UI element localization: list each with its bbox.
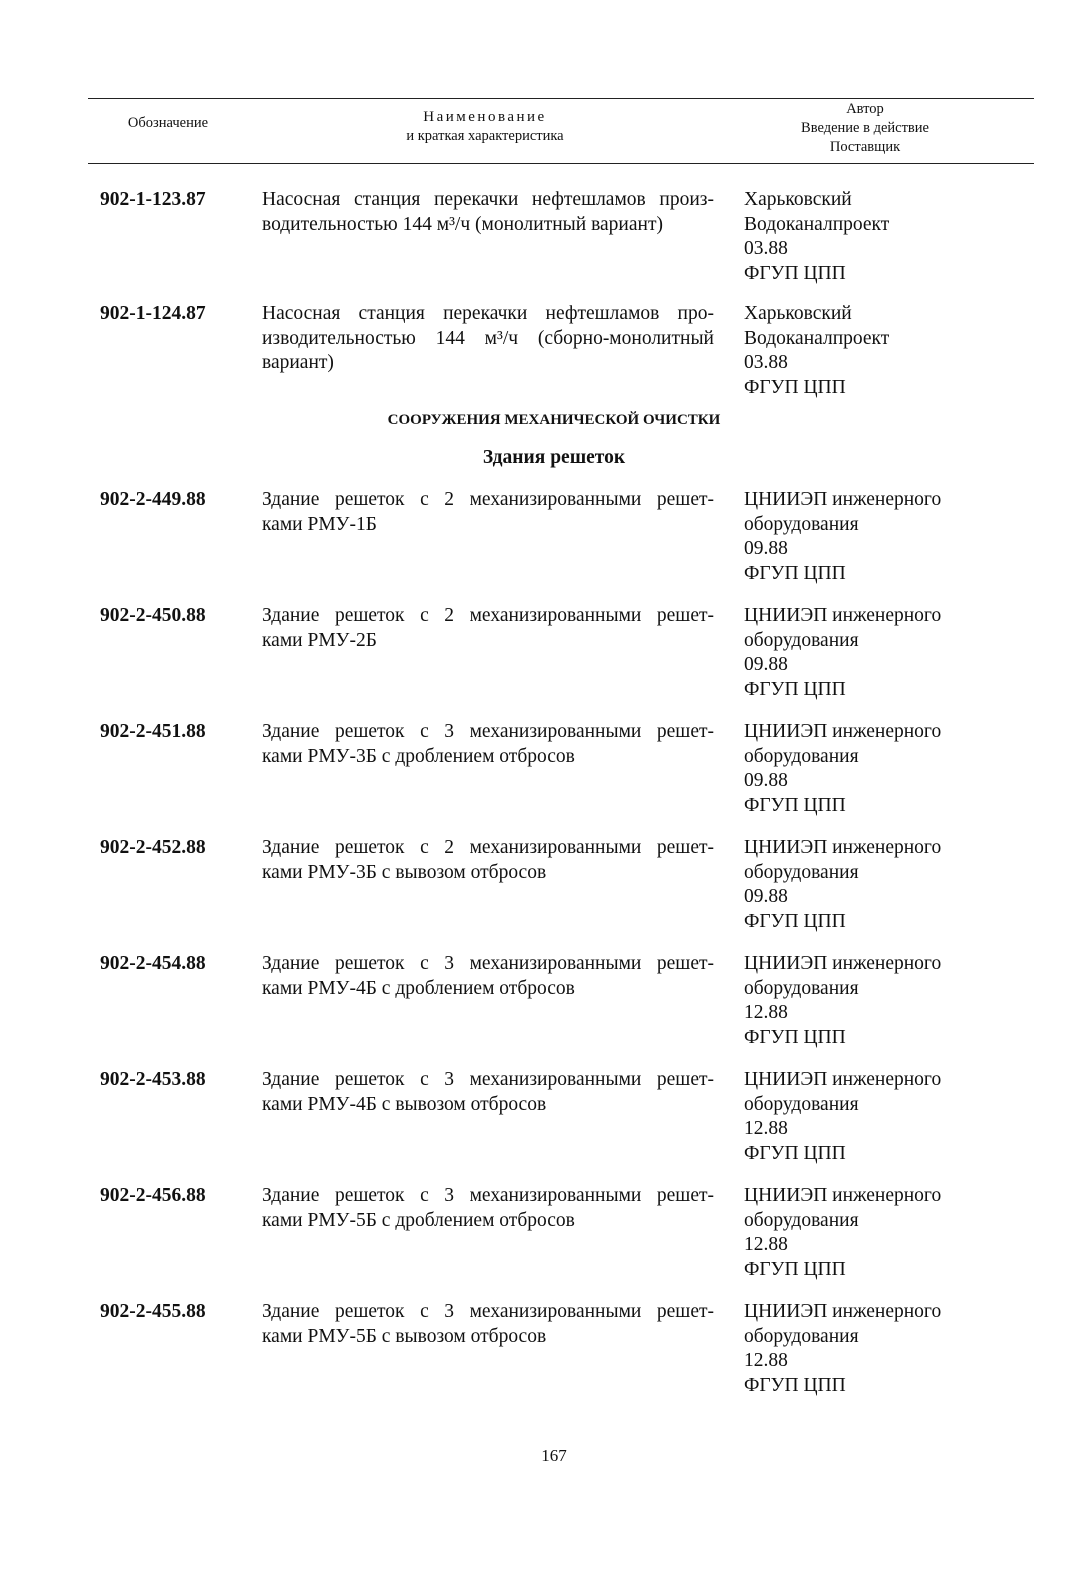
entry-title	[262, 604, 714, 653]
entry-date: 12.88	[744, 1350, 788, 1371]
entry-author: ЦНИИЭП инженерного	[744, 953, 942, 974]
entry-date: 12.88	[744, 1118, 788, 1139]
entry-code: 902-2-450.88	[100, 605, 206, 626]
entry-date: 03.88	[744, 238, 788, 259]
entry-title	[262, 952, 714, 1001]
entry-meta	[744, 1184, 941, 1282]
entry-meta	[744, 836, 941, 934]
entry-author: ЦНИИЭП инженерного	[744, 1301, 942, 1322]
entry-title-line: Здание решеток с 3 механизированными решет-	[262, 721, 714, 742]
entry-meta	[744, 1300, 941, 1398]
entry-supplier: ФГУП ЦПП	[744, 910, 846, 932]
entry-author: Водоканалпроект	[744, 213, 890, 235]
entry-meta	[744, 952, 941, 1050]
entry-author: оборудования	[744, 745, 859, 767]
entry-title-line: Здание решеток с 3 механизированными решет-	[262, 1185, 714, 1206]
header-supplier-label: Поставщик	[829, 139, 901, 155]
entry-supplier: ФГУП ЦПП	[744, 376, 846, 398]
entry-date: 12.88	[744, 1234, 788, 1255]
entry-title	[262, 1300, 714, 1349]
entry-author: ЦНИИЭП инженерного	[744, 721, 942, 742]
entry-date: 03.88	[744, 352, 788, 373]
entry-meta	[744, 188, 889, 286]
entry-date: 09.88	[744, 654, 788, 675]
entry-title-line: Здание решеток с 3 механизированными решет-	[262, 1069, 714, 1090]
entry-title-line: Здание решеток с 3 механизированными решет-	[262, 953, 714, 974]
entry-title	[262, 836, 714, 885]
entry-author: Харьковский	[744, 189, 852, 210]
entry-title-line: ками РМУ-1Б	[262, 513, 377, 535]
entry-title	[262, 488, 714, 537]
header-code-label: Обозначение	[127, 115, 209, 131]
entry-author: ЦНИИЭП инженерного	[744, 1069, 942, 1090]
entry-supplier: ФГУП ЦПП	[744, 1026, 846, 1048]
header-date-label: Введение в действие	[801, 120, 929, 136]
entry-title-line: Здание решеток с 3 механизированными решет-	[262, 1301, 714, 1322]
header-top-rule	[88, 98, 1034, 99]
entry-supplier: ФГУП ЦПП	[744, 562, 846, 584]
entry-author: оборудования	[744, 513, 859, 535]
entry-title-line: водительностью 144 м³/ч (монолитный вариант)	[262, 213, 663, 235]
entry-title-line: изводительностью 144 м³/ч (сборно-монолитный	[262, 327, 714, 349]
entry-title-line: ками РМУ-5Б с вывозом отбросов	[262, 1325, 547, 1347]
subsection-title: Здания решеток	[482, 447, 626, 468]
header-column-code	[88, 114, 248, 133]
entry-title	[262, 1068, 714, 1117]
entry-supplier: ФГУП ЦПП	[744, 794, 846, 816]
entry-title-line: ками РМУ-2Б	[262, 629, 377, 651]
entry-author: Харьковский	[744, 303, 852, 324]
entry-title-line: ками РМУ-5Б с дроблением отбросов	[262, 1209, 575, 1231]
entry-author: ЦНИИЭП инженерного	[744, 605, 942, 626]
entry-author: ЦНИИЭП инженерного	[744, 489, 942, 510]
header-bottom-rule	[88, 163, 1034, 164]
entry-supplier: ФГУП ЦПП	[744, 1142, 846, 1164]
entry-supplier: ФГУП ЦПП	[744, 1374, 846, 1396]
header-column-name	[330, 108, 640, 146]
entry-title-line: Здание решеток с 2 механизированными решет-	[262, 605, 714, 626]
entry-title	[262, 302, 714, 376]
entry-author: ЦНИИЭП инженерного	[744, 837, 942, 858]
entry-date: 09.88	[744, 886, 788, 907]
entry-title-line: ками РМУ-4Б с вывозом отбросов	[262, 1093, 547, 1115]
entry-meta	[744, 1068, 941, 1166]
header-name-label: Наименование	[423, 109, 547, 125]
entry-meta	[744, 604, 941, 702]
entry-title-line: ками РМУ-4Б с дроблением отбросов	[262, 977, 575, 999]
entry-author: Водоканалпроект	[744, 327, 890, 349]
entry-code: 902-1-123.87	[100, 189, 206, 210]
entry-title-line: Насосная станция перекачки нефтешламов про-	[262, 303, 714, 324]
entry-title	[262, 1184, 714, 1233]
entry-title-line: Здание решеток с 2 механизированными решет-	[262, 489, 714, 510]
entry-code: 902-2-449.88	[100, 489, 206, 510]
entry-date: 12.88	[744, 1002, 788, 1023]
entry-supplier: ФГУП ЦПП	[744, 1258, 846, 1280]
entry-author: оборудования	[744, 1093, 859, 1115]
entry-title	[262, 720, 714, 769]
entry-code: 902-2-451.88	[100, 721, 206, 742]
entry-code: 902-1-124.87	[100, 303, 206, 324]
entry-date: 09.88	[744, 770, 788, 791]
entry-date: 09.88	[744, 538, 788, 559]
header-name-sublabel: и краткая характеристика	[406, 128, 564, 144]
entry-author: оборудования	[744, 629, 859, 651]
page-number: 167	[541, 1446, 567, 1465]
entry-title-line: Здание решеток с 2 механизированными решет-	[262, 837, 714, 858]
header-author-label: Автор	[846, 101, 884, 117]
section-title: СООРУЖЕНИЯ МЕХАНИЧЕСКОЙ ОЧИСТКИ	[387, 412, 721, 428]
entry-supplier: ФГУП ЦПП	[744, 262, 846, 284]
header-column-author	[760, 100, 970, 157]
entry-title-line: вариант)	[262, 352, 334, 373]
entry-title-line: ками РМУ-3Б с вывозом отбросов	[262, 861, 547, 883]
entry-supplier: ФГУП ЦПП	[744, 678, 846, 700]
entry-code: 902-2-453.88	[100, 1069, 206, 1090]
entry-code: 902-2-456.88	[100, 1185, 206, 1206]
entry-author: оборудования	[744, 977, 859, 999]
entry-author: оборудования	[744, 1209, 859, 1231]
entry-code: 902-2-454.88	[100, 953, 206, 974]
entry-meta	[744, 720, 941, 818]
entry-author: ЦНИИЭП инженерного	[744, 1185, 942, 1206]
entry-code: 902-2-452.88	[100, 837, 206, 858]
entry-code: 902-2-455.88	[100, 1301, 206, 1322]
entry-title-line: Насосная станция перекачки нефтешламов произ-	[262, 189, 714, 210]
entry-meta	[744, 302, 889, 400]
entry-author: оборудования	[744, 1325, 859, 1347]
entry-meta	[744, 488, 941, 586]
entry-title-line: ками РМУ-3Б с дроблением отбросов	[262, 745, 575, 767]
entry-author: оборудования	[744, 861, 859, 883]
entry-title	[262, 188, 714, 237]
